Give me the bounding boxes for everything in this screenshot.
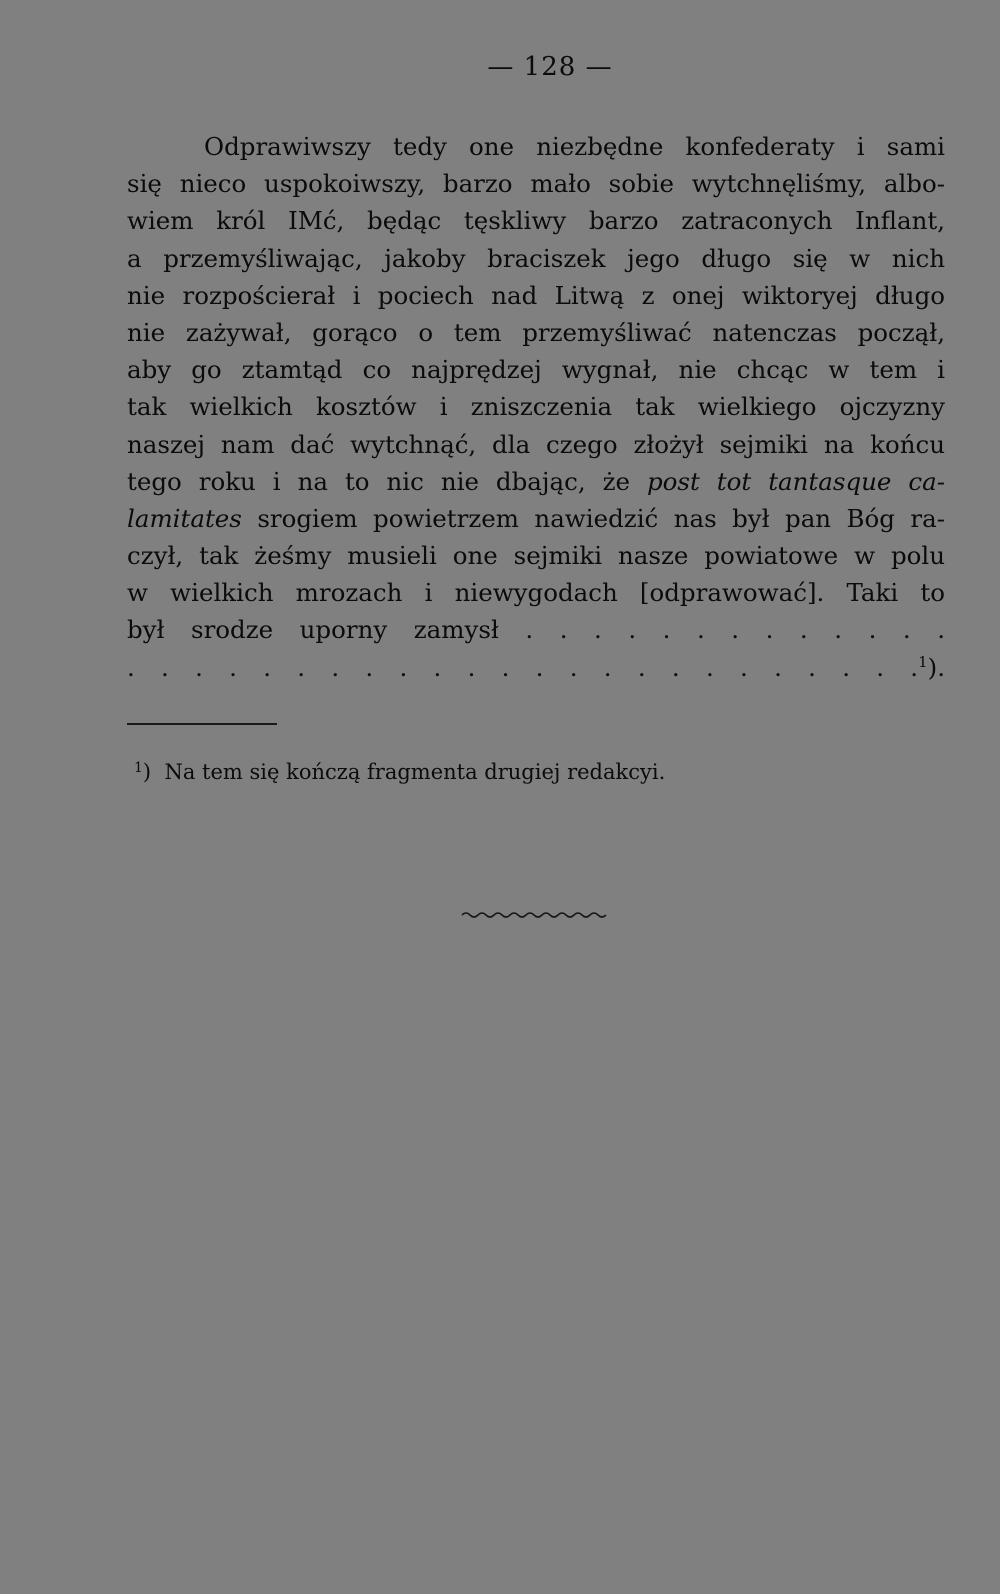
text-line: nie zażywał, gorąco o tem przemyśliwać natenczas począł, — [127, 317, 945, 347]
text-line: wiem król IMć, będąc tęskliwy barzo zatraconych Inflant, — [127, 206, 945, 236]
text-line: a przemyśliwając, jakoby braciszek jego długo się w nich — [127, 243, 945, 273]
footnote-marker: 1 — [134, 760, 143, 776]
text-line: czył, tak żeśmy musieli one sejmiki nasze powiatowe w polu — [127, 541, 945, 571]
text-segment: ). — [927, 652, 945, 682]
text-line: nie rozpościerał i pociech nad Litwą z onej wiktoryej długo — [127, 280, 945, 310]
text-line: tak wielkich kosztów i zniszczenia tak wielkiego ojczyzny — [127, 392, 945, 422]
text-line: Odprawiwszy tedy one niezbędne konfederaty i sami — [204, 132, 945, 161]
footnote-text: Na tem się kończą fragmenta drugiej redakcyi. — [164, 760, 666, 784]
latin-phrase: lamitates — [127, 503, 242, 533]
footnote-reference: 1 — [918, 652, 928, 671]
footnote-marker-paren: ) — [142, 760, 152, 784]
footnote-divider — [127, 723, 277, 725]
ellipsis-dots: . . . . . . . . . . . . . . . . . . . . . . . . — [127, 652, 919, 682]
text-line: w wielkich mrozach i niewygodach [odprawować]. Taki to — [127, 578, 945, 608]
text-line: naszej nam dać wytchnąć, dla czego złożył sejmiki na końcu — [127, 429, 945, 459]
text-line: się nieco uspokoiwszy, barzo mało sobie wytchnęliśmy, albo- — [127, 169, 945, 199]
main-text-block — [127, 128, 945, 686]
text-line — [127, 649, 945, 686]
text-line: aby go ztamtąd co najprędzej wygnał, nie chcąc w tem i — [127, 355, 945, 385]
text-segment: srogiem powietrzem nawiedzić nas był pan Bóg ra- — [241, 503, 945, 533]
wavy-line-ornament-icon — [460, 908, 610, 922]
text-line — [127, 500, 945, 537]
text-segment: tego roku i na to nic nie dbając, że — [127, 466, 647, 496]
footnote — [134, 757, 665, 787]
page-number: — 128 — — [487, 52, 613, 82]
latin-phrase: post tot tantasque ca- — [646, 466, 945, 496]
text-line — [127, 463, 945, 500]
text-line: był srodze uporny zamysł . . . . . . . . . . . . . — [127, 615, 945, 645]
